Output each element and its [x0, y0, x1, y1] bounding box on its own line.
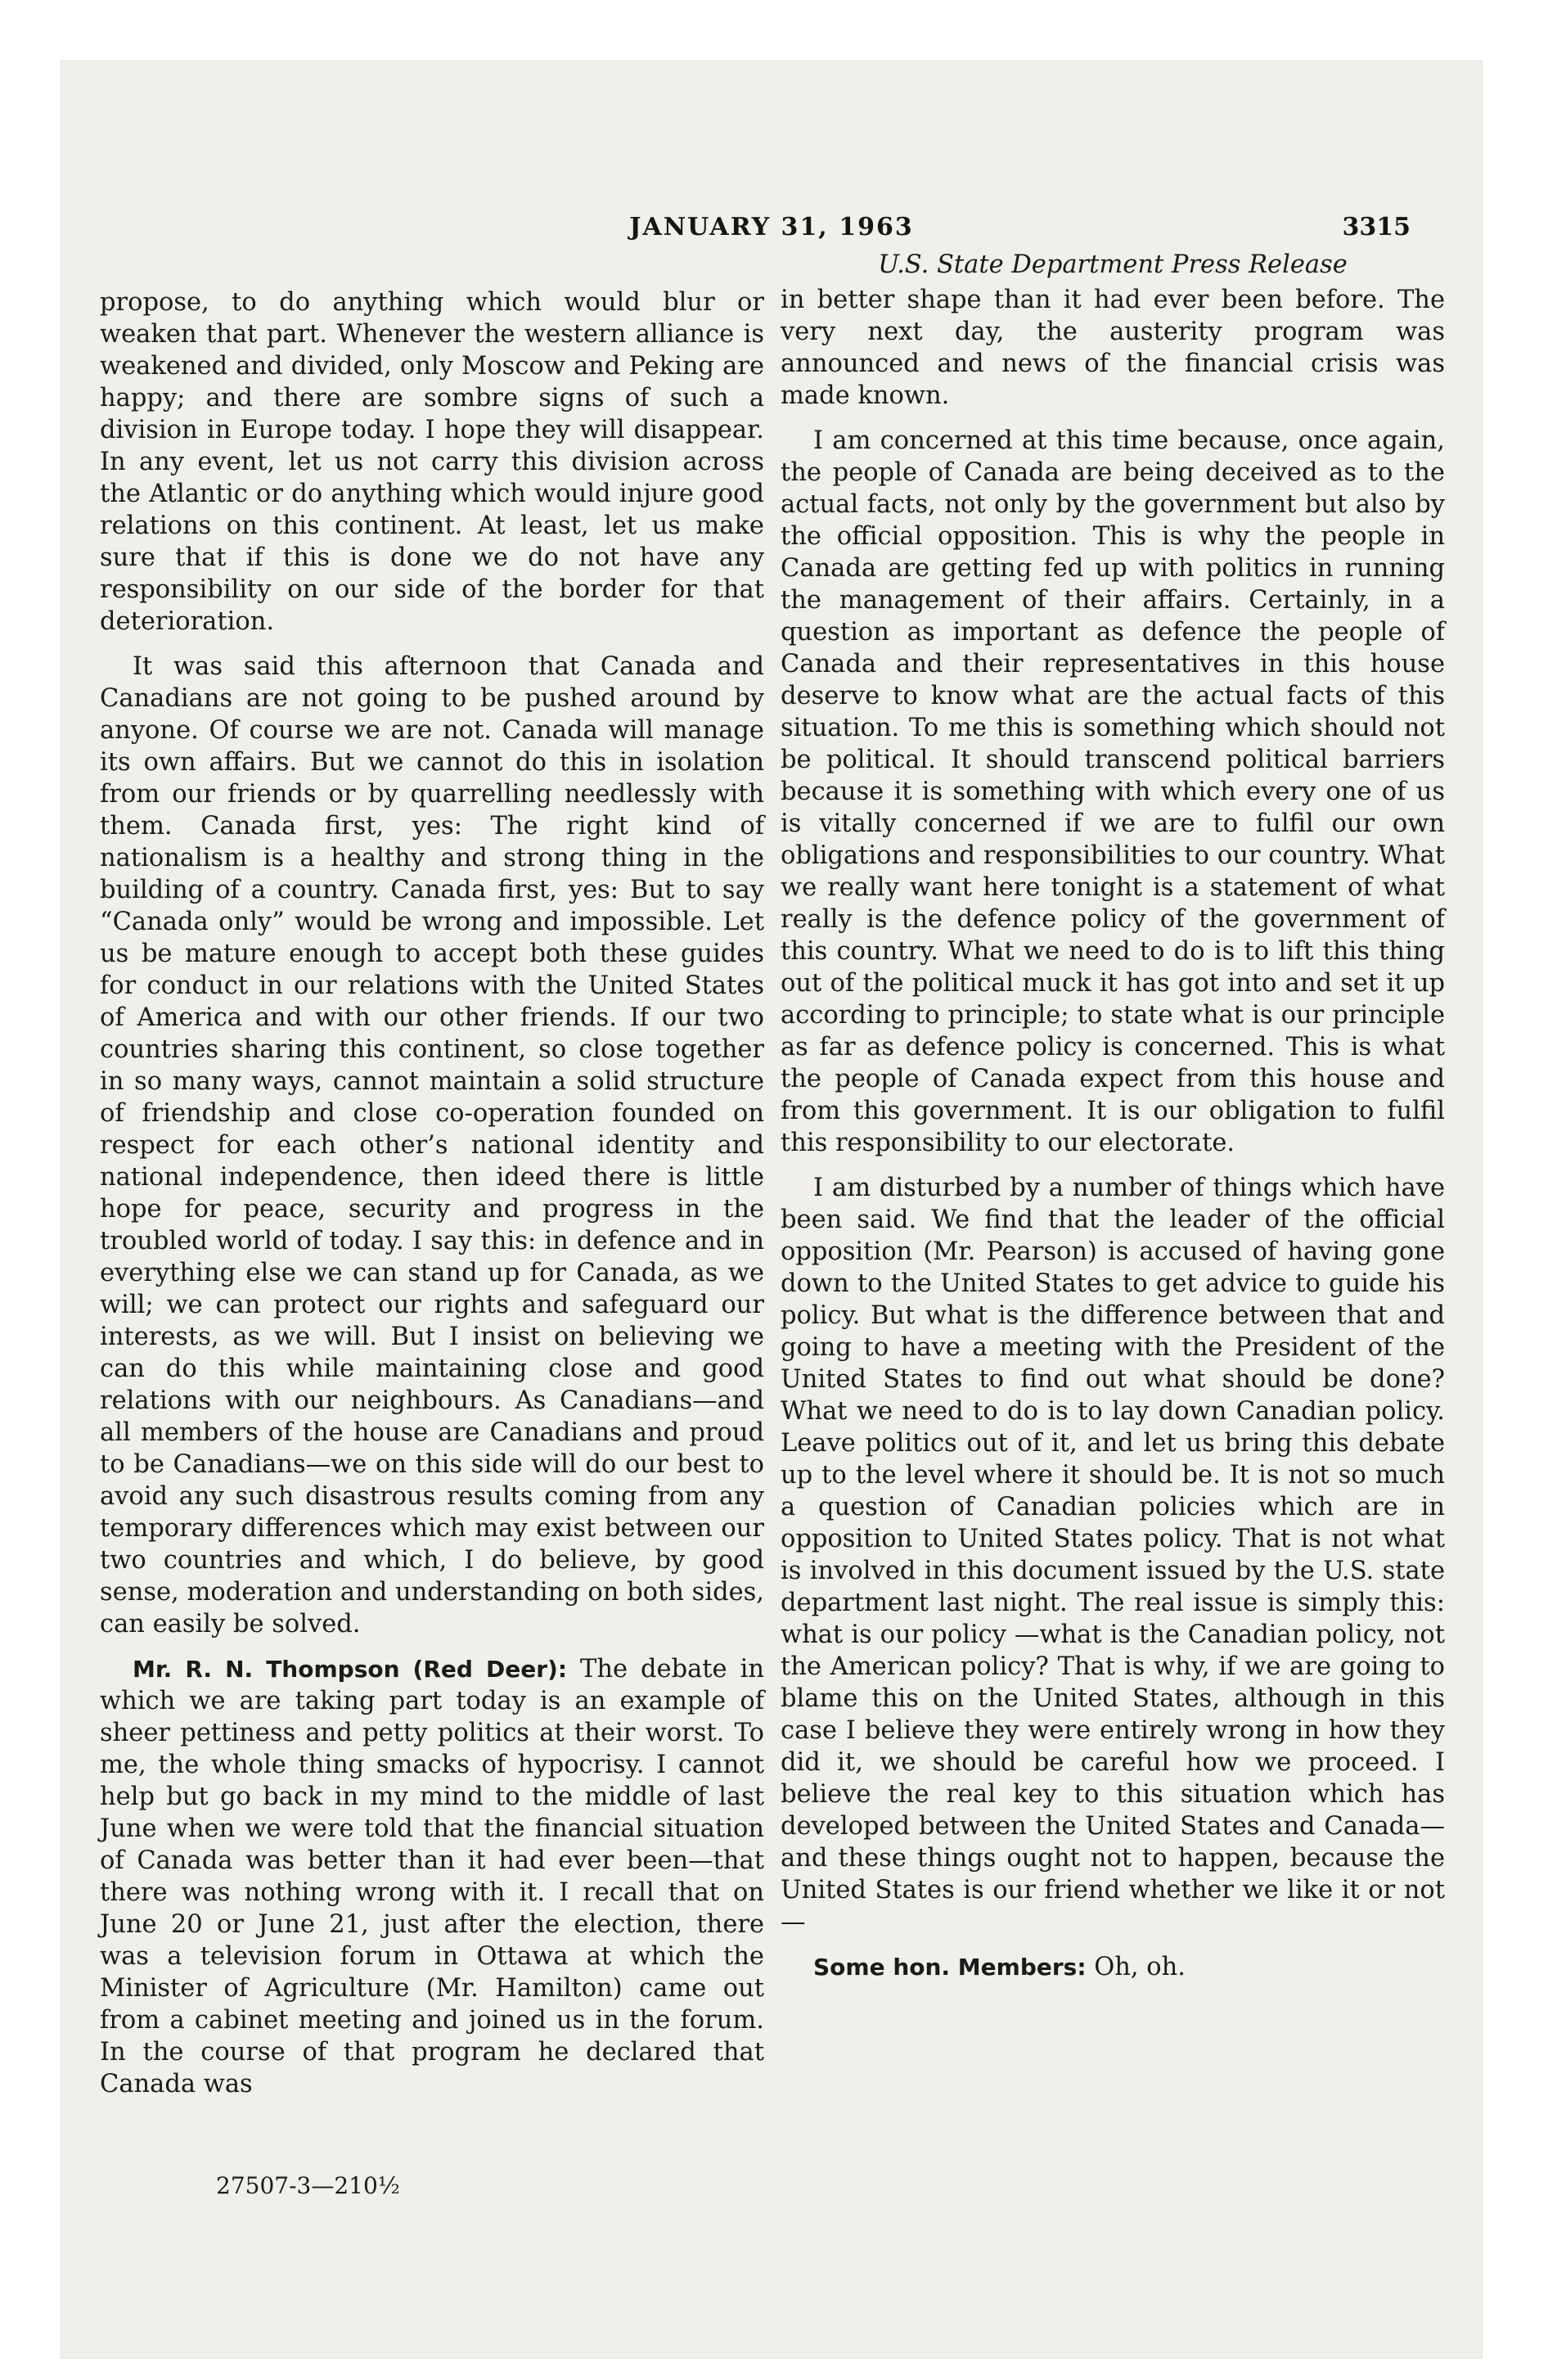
- right-column: [781, 249, 1445, 1996]
- header-date: JANUARY 31, 1963: [629, 213, 914, 241]
- scanned-page: [61, 61, 1483, 2359]
- paragraph: in better shape than it had ever been before. The very next day, the austerity program was announced and news of the financial crisis was made known.: [781, 286, 1445, 410]
- paragraph: I am disturbed by a number of things which have been said. We find that the leader of the official opposition (Mr. Pearson) is accused of having gone down to the United States to get advice to guide his policy. But what is the difference between that and going to have a meeting with the President of the United States to find out what should be done? What we need to do is to lay down Canadian policy. Leave politics out of it, and let us bring this debate up to the level where it should be. It is not so much a question of Canadian policies which are in opposition to United States policy. That is not what is involved in this document issued by the U.S. state department last night. The real issue is simply this: what is our policy —what is the Canadian policy, not the American policy? That is why, if we are going to blame this on the United States, although in this case I believe they were entirely wrong in how they did it, we should be careful how we proceed. I believe the real key to this situation which has developed between the United States and Canada—and these things ought not to happen, because the United States is our friend whether we like it or not—: [781, 1174, 1445, 1936]
- page-number: 3315: [1342, 213, 1411, 241]
- section-subtitle: U.S. State Department Press Release: [878, 250, 1348, 279]
- paragraph: I am concerned at this time because, once again, the people of Canada are being deceived as to the actual facts, not only by the government but also by the official opposition. This is why the people in Canada are getting fed up with politics in running the management of their affairs. Certainly, in a question as important as defence the people of Canada and their representatives in this house deserve to know what are the actual facts of this situation. To me this is something which should not be political. It should transcend political barriers because it is something with which every one of us is vitally concerned if we are to fulfil our own obligations and responsibilities to our country. What we really want here tonight is a statement of what really is the defence policy of the government of this country. What we need to do is to lift this thing out of the political muck it has got into and set it up according to principle; to state what is our principle as far as defence policy is concerned. This is what the people of Canada expect from this house and from this government. It is our obligation to fulfil this responsibility to our electorate.: [781, 426, 1445, 1157]
- page-header: [61, 213, 1483, 249]
- paragraph: It was said this afternoon that Canada and Canadians are not going to be pushed around by anyone. Of course we are not. Canada will manage its own affairs. But we cannot do this in isolation from our friends or by quarrelling needlessly with them. Canada first, yes: The right kind of nationalism is a healthy and strong thing in the building of a country. Canada first, yes: But to say “Canada only” would be wrong and impossible. Let us be mature enough to accept both these guides for conduct in our relations with the United States of America and with our other friends. If our two countries sharing this continent, so close together in so many ways, cannot maintain a solid structure of friendship and close co-operation founded on respect for each other’s national identity and national independence, then ideed there is little hope for peace, security and progress in the troubled world of today. I say this: in defence and in everything else we can stand up for Canada, as we will; we can protect our rights and safeguard our interests, as we will. But I insist on believing we can do this while maintaining close and good relations with our neighbours. As Canadians—and all members of the house are Canadians and proud to be Canadians—we on this side will do our best to avoid any such disastrous results coming from any temporary differences which may exist between our two countries and which, I do believe, by good sense, moderation and understanding on both sides, can easily be solved.: [100, 652, 764, 1639]
- printer-code: 27507-3—210½: [216, 2172, 400, 2199]
- speech-paragraph: [100, 1653, 764, 2100]
- interjection-speaker: Some hon. Members:: [813, 1954, 1087, 1981]
- paragraph: propose, to do anything which would blur or weaken that part. Whenever the western alliance is weakened and divided, only Moscow and Peking are happy; and there are sombre signs of such a division in Europe today. I hope they will disappear. In any event, let us not carry this division across the Atlantic or do anything which would injure good relations on this continent. At least, let us make sure that if this is done we do not have any responsibility on our side of the border for that deterioration.: [100, 288, 764, 636]
- interjection-text: Oh, oh.: [1094, 1953, 1186, 1981]
- interjection: [781, 1951, 1445, 1983]
- speaker-name: Mr. R. N. Thompson (Red Deer):: [133, 1656, 568, 1683]
- speech-text: The debate in which we are taking part today is an example of sheer pettiness and petty politics at their worst. To me, the whole thing smacks of hypocrisy. I cannot help but go back in my mind to the middle of last June when we were told that the financial situation of Canada was better than it had ever been—that there was nothing wrong with it. I recall that on June 20 or June 21, just after the election, there was a television forum in Ottawa at which the Minister of Agriculture (Mr. Hamilton) came out from a cabinet meeting and joined us in the forum. In the course of that program he declared that Canada was: [100, 1655, 764, 2098]
- left-column: [100, 286, 764, 2113]
